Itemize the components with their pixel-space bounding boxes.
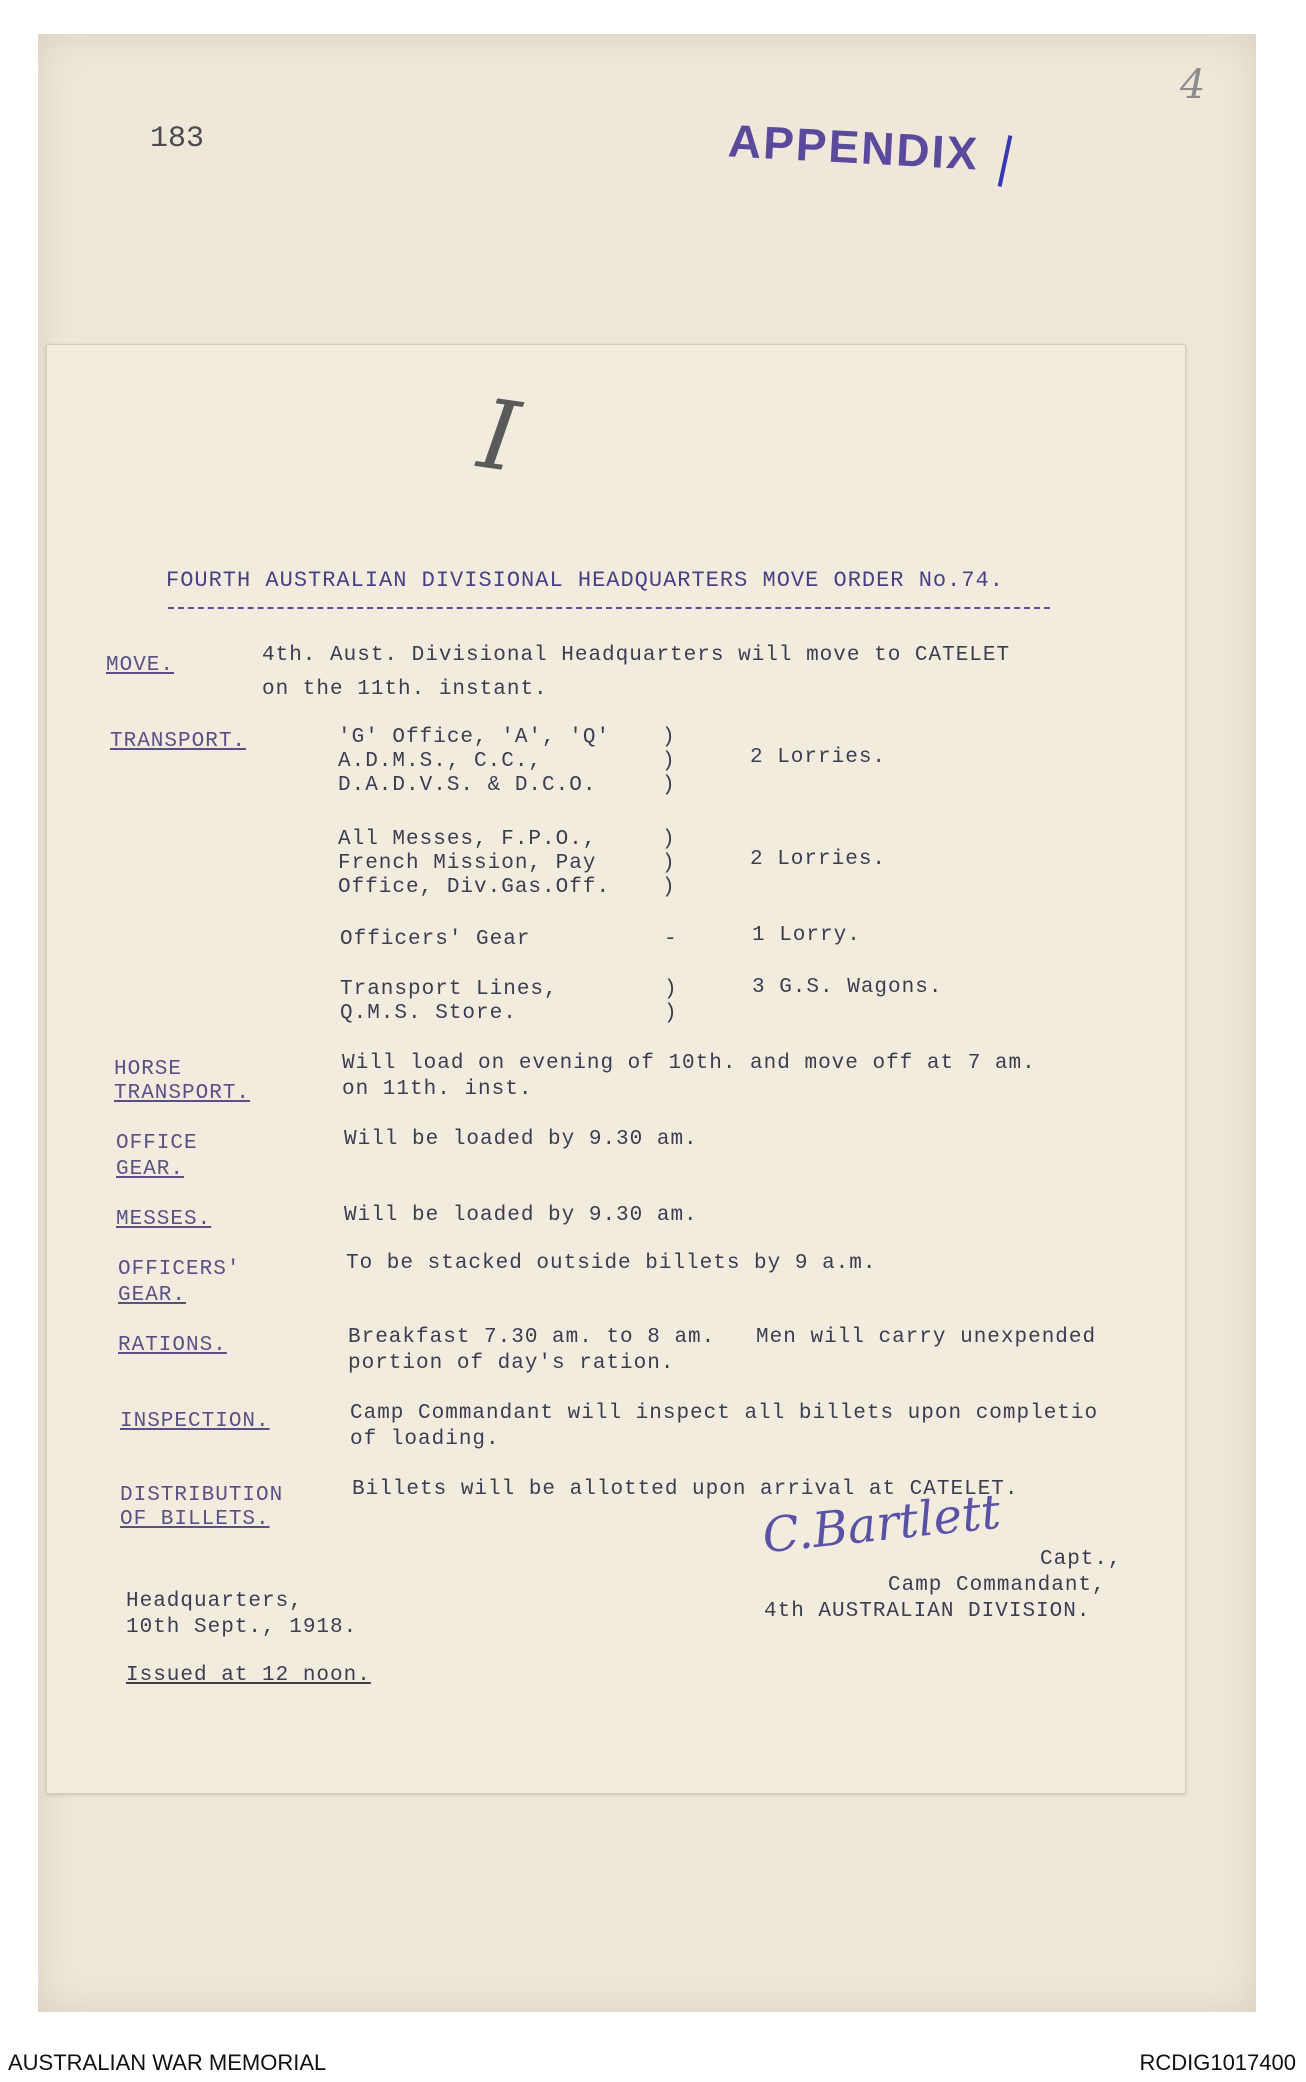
move-label: MOVE. — [106, 654, 175, 677]
section-text: To be stacked outside billets by 9 a.m. — [346, 1252, 877, 1275]
document-title: FOURTH AUSTRALIAN DIVISIONAL HEADQUARTERS MOVE ORDER No.74. — [166, 568, 1004, 593]
signature-rank: Capt., — [1040, 1548, 1122, 1571]
bracket: ) — [664, 1002, 678, 1025]
roman-numeral: I — [472, 377, 526, 495]
section-label: GEAR. — [116, 1158, 185, 1181]
transport-label: TRANSPORT. — [110, 730, 247, 753]
section-text: on 11th. inst. — [342, 1078, 533, 1101]
title-underline — [168, 607, 1050, 609]
transport-allocation: 3 G.S. Wagons. — [752, 976, 943, 999]
bracket: ) — [662, 726, 676, 749]
transport-allocation: 2 Lorries. — [750, 848, 887, 871]
signature-role: Camp Commandant, — [888, 1574, 1106, 1597]
section-label: HORSE — [114, 1058, 183, 1081]
transport-line: A.D.M.S., C.C., — [338, 750, 543, 773]
footer-reference: RCDIG1017400 — [1139, 2050, 1296, 2075]
section-text: portion of day's ration. — [348, 1352, 675, 1375]
issued-place: Headquarters, — [126, 1590, 303, 1613]
section-label: OFFICERS' — [118, 1258, 241, 1281]
section-label: OFFICE — [116, 1132, 198, 1155]
issued-time: Issued at 12 noon. — [126, 1664, 371, 1687]
handwritten-signature: C.Bartlett — [759, 1483, 1004, 1565]
transport-line: Q.M.S. Store. — [340, 1002, 517, 1025]
section-label: MESSES. — [116, 1208, 212, 1231]
section-text: Breakfast 7.30 am. to 8 am. Men will carry unexpended — [348, 1326, 1097, 1349]
section-label: INSPECTION. — [120, 1410, 270, 1433]
corner-number: 4 — [1180, 62, 1206, 108]
bracket: ) — [662, 828, 676, 851]
section-text: Camp Commandant will inspect all billets upon completio — [350, 1402, 1099, 1425]
section-text: Will load on evening of 10th. and move off at 7 am. — [342, 1052, 1036, 1075]
footer-source: AUSTRALIAN WAR MEMORIAL — [8, 2050, 327, 2075]
transport-line: All Messes, F.P.O., — [338, 828, 597, 851]
issued-date: 10th Sept., 1918. — [126, 1616, 358, 1639]
transport-allocation: 1 Lorry. — [752, 924, 861, 947]
section-label: TRANSPORT. — [114, 1082, 251, 1105]
section-label: GEAR. — [118, 1284, 187, 1307]
dash-separator: - — [664, 928, 678, 951]
move-text-line: 4th. Aust. Divisional Headquarters will move to CATELET — [262, 644, 1011, 667]
section-label: OF BILLETS. — [120, 1508, 270, 1531]
bracket: ) — [664, 978, 678, 1001]
page-number: 183 — [150, 122, 205, 156]
section-text: Billets will be allotted upon arrival at CATELET. — [352, 1478, 1019, 1501]
section-text: of loading. — [350, 1428, 500, 1451]
transport-line: Officers' Gear — [340, 928, 531, 951]
section-text: Will be loaded by 9.30 am. — [344, 1204, 698, 1227]
section-label: RATIONS. — [118, 1334, 227, 1357]
transport-line: Office, Div.Gas.Off. — [338, 876, 611, 899]
signature-unit: 4th AUSTRALIAN DIVISION. — [764, 1600, 1091, 1623]
bracket: ) — [662, 750, 676, 773]
bracket: ) — [662, 876, 676, 899]
transport-line: Transport Lines, — [340, 978, 558, 1001]
transport-line: French Mission, Pay — [338, 852, 597, 875]
transport-line: 'G' Office, 'A', 'Q' — [338, 726, 611, 749]
bracket: ) — [662, 852, 676, 875]
bracket: ) — [662, 774, 676, 797]
move-text-line: on the 11th. instant. — [262, 678, 548, 701]
section-text: Will be loaded by 9.30 am. — [344, 1128, 698, 1151]
transport-line: D.A.D.V.S. & D.C.O. — [338, 774, 597, 797]
transport-allocation: 2 Lorries. — [750, 746, 887, 769]
appendix-stamp: APPENDIX — [726, 114, 981, 180]
section-label: DISTRIBUTION — [120, 1484, 284, 1507]
